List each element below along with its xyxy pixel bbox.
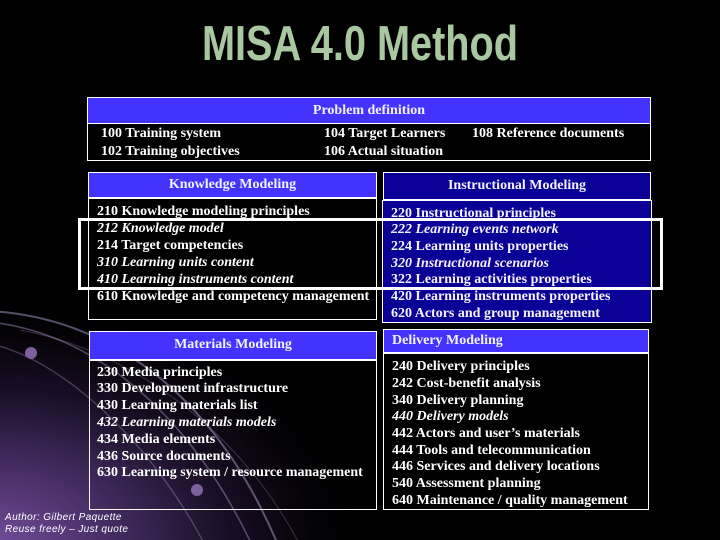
- problem-item: 104 Target Learners: [324, 126, 446, 141]
- problem-item: 108 Reference documents: [472, 126, 625, 141]
- decorative-dot-icon: [25, 347, 37, 359]
- knowledge-modeling-header: Knowledge Modeling: [88, 172, 377, 198]
- list-item: 410 Learning instruments content: [97, 272, 294, 287]
- list-item: 620 Actors and group management: [391, 305, 600, 321]
- list-item: 440 Delivery models: [392, 409, 509, 425]
- list-item: 220 Instructional principles: [391, 205, 556, 221]
- list-item: 240 Delivery principles: [392, 359, 530, 375]
- list-item: 640 Maintenance / quality management: [392, 492, 628, 508]
- author-credit: Author: Gilbert Paquette: [5, 512, 122, 523]
- list-item: 442 Actors and user’s materials: [392, 426, 580, 442]
- slide-title: MISA 4.0 Method: [201, 17, 519, 71]
- list-item: 210 Knowledge modeling principles: [97, 204, 310, 219]
- problem-item: 100 Training system: [101, 126, 222, 141]
- list-item: 212 Knowledge model: [97, 221, 224, 236]
- list-item: 310 Learning units content: [97, 255, 254, 270]
- materials-modeling-header: Materials Modeling: [89, 331, 377, 360]
- instructional-modeling-list: [382, 200, 652, 323]
- problem-column-3: [472, 125, 624, 143]
- list-item: 420 Learning instruments properties: [391, 289, 611, 305]
- problem-definition-header: Problem definition: [88, 98, 650, 124]
- list-item: 430 Learning materials list: [97, 398, 258, 414]
- knowledge-modeling-list: [88, 198, 377, 320]
- list-item: 230 Media principles: [97, 364, 223, 380]
- list-item: 330 Development infrastructure: [97, 381, 289, 397]
- footer-credit: [5, 512, 128, 535]
- list-item: 630 Learning system / resource management: [97, 465, 363, 481]
- list-item: 224 Learning units properties: [391, 238, 569, 254]
- problem-definition-box: [87, 97, 651, 161]
- delivery-modeling-list: [383, 353, 649, 510]
- materials-modeling-list: [89, 360, 377, 510]
- problem-column-1: [101, 125, 240, 161]
- list-item: 320 Instructional scenarios: [391, 255, 549, 271]
- instructional-modeling-header: Instructional Modeling: [383, 172, 651, 200]
- list-item: 444 Tools and telecommunication: [392, 442, 591, 458]
- list-item: 242 Cost-benefit analysis: [392, 376, 541, 392]
- list-item: 610 Knowledge and competency management: [97, 289, 370, 304]
- list-item: 434 Media elements: [97, 431, 216, 447]
- list-item: 446 Services and delivery locations: [392, 459, 600, 475]
- reuse-note: Reuse freely – Just quote: [5, 523, 129, 535]
- list-item: 322 Learning activities properties: [391, 272, 592, 288]
- list-item: 540 Assessment planning: [392, 475, 541, 491]
- problem-column-2: [324, 125, 445, 161]
- problem-item: 102 Training objectives: [101, 144, 240, 159]
- list-item: 432 Learning materials models: [97, 414, 277, 430]
- delivery-modeling-header: Delivery Modeling: [383, 329, 649, 353]
- list-item: 436 Source documents: [97, 448, 231, 464]
- problem-item: 106 Actual situation: [324, 144, 444, 159]
- list-item: 214 Target competencies: [97, 238, 244, 253]
- list-item: 340 Delivery planning: [392, 392, 524, 408]
- list-item: 222 Learning events network: [391, 222, 559, 238]
